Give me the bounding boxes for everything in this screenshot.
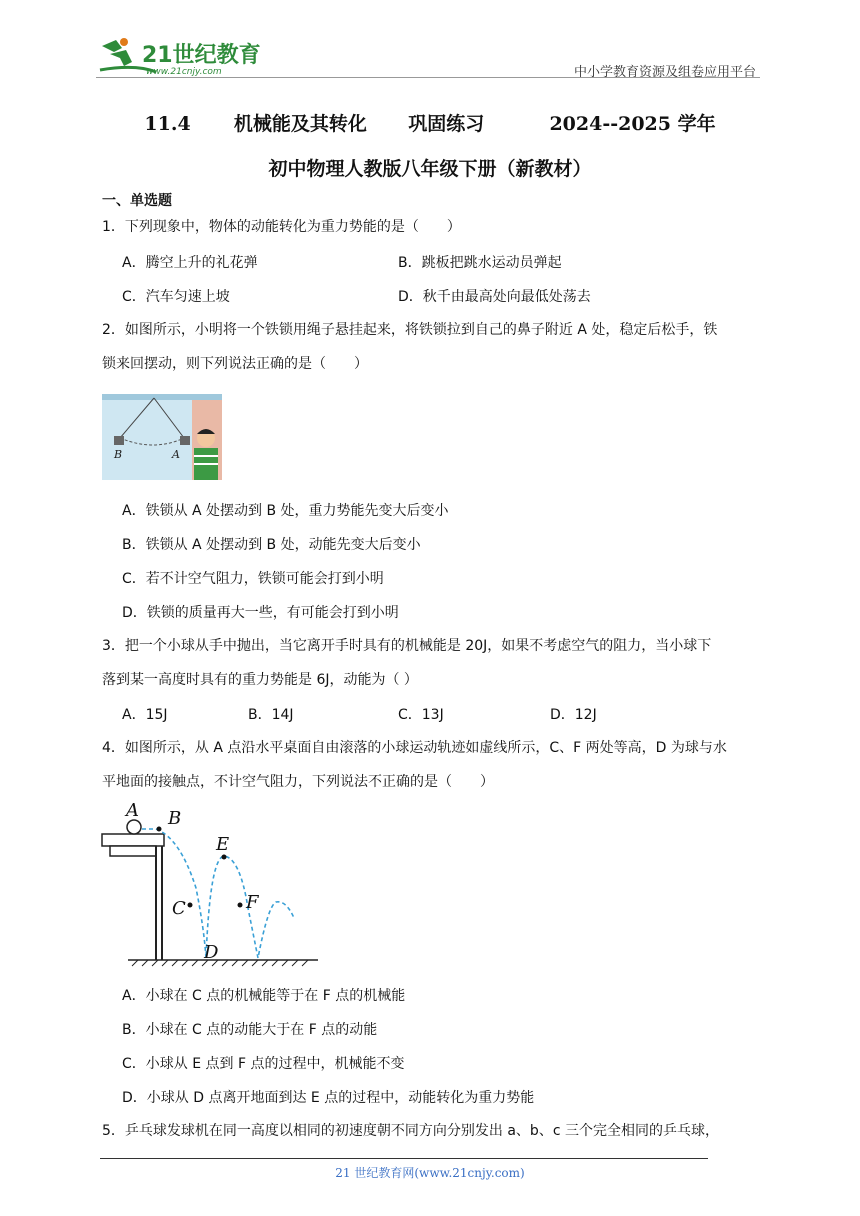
- q3-option-a: A．15J: [122, 707, 168, 723]
- q3-stem-line2: 落到某一高度时具有的重力势能是 6J，动能为（ ）: [102, 672, 418, 688]
- q1-option-a: A．腾空上升的礼花弹: [122, 255, 258, 271]
- page-title: [0, 109, 860, 136]
- q1-option-b: B．跳板把跳水运动员弹起: [398, 255, 562, 271]
- footer-text: 21 世纪教育网(www.21cnjy.com): [335, 1166, 525, 1180]
- logo-text: 21世纪教育: [142, 43, 261, 68]
- q4-stem-line1: 4．如图所示，从 A 点沿水平桌面自由滚落的小球运动轨迹如虚线所示，C、F 两处等高，D 为球与水: [102, 740, 727, 756]
- q2-pendulum-figure: [102, 394, 222, 480]
- title-part-2: 机械能及其转化: [233, 113, 367, 135]
- header-divider: [96, 77, 760, 78]
- q4-stem-line2: 平地面的接触点，不计空气阻力，下列说法不正确的是（ ）: [102, 774, 494, 790]
- q4-option-a: A．小球在 C 点的机械能等于在 F 点的机械能: [122, 988, 406, 1004]
- fig-point-b: B: [168, 808, 182, 829]
- fig-point-f: F: [246, 892, 259, 913]
- fig-point-a: A: [126, 800, 139, 821]
- q2-option-c: C．若不计空气阻力，铁锁可能会打到小明: [122, 571, 384, 587]
- q2-stem-line1: 2．如图所示，小明将一个铁锁用绳子悬挂起来，将铁锁拉到自己的鼻子附近 A 处，稳定后松手，铁: [102, 322, 718, 338]
- footer-divider: [100, 1158, 708, 1159]
- q3-option-c: C．13J: [398, 707, 444, 723]
- q4-option-c: C．小球从 E 点到 F 点的过程中，机械能不变: [122, 1056, 405, 1072]
- q4-trajectory-figure: [100, 798, 320, 972]
- q1-option-d: D．秋千由最高处向最低处荡去: [398, 289, 591, 305]
- page-subtitle: 初中物理人教版八年级下册（新教材）: [268, 158, 592, 180]
- q3-stem-line1: 3．把一个小球从手中抛出，当它离开手时具有的机械能是 20J，如果不考虑空气的阻力，当小球下: [102, 638, 712, 654]
- q2-option-a: A．铁锁从 A 处摆动到 B 处，重力势能先变大后变小: [122, 503, 449, 519]
- q2-option-b: B．铁锁从 A 处摆动到 B 处，动能先变大后变小: [122, 537, 421, 553]
- section-heading: 一、单选题: [102, 193, 172, 209]
- fig-point-d: D: [204, 942, 219, 963]
- q1-option-c: C．汽车匀速上坡: [122, 289, 230, 305]
- logo-url: www.21cnjy.com: [146, 67, 222, 77]
- q4-option-b: B．小球在 C 点的动能大于在 F 点的动能: [122, 1022, 378, 1038]
- q5-stem-line1: 5．乒乓球发球机在同一高度以相同的初速度朝不同方向分别发出 a、b、c 三个完全相同的乒乓球，: [102, 1123, 719, 1139]
- fig-point-c: C: [172, 898, 186, 919]
- q4-option-d: D．小球从 D 点离开地面到达 E 点的过程中，动能转化为重力势能: [122, 1090, 535, 1106]
- q2-option-d: D．铁锁的质量再大一些，有可能会打到小明: [122, 605, 399, 621]
- title-part-1: 11.4: [144, 113, 191, 135]
- q3-option-d: D．12J: [550, 707, 597, 723]
- q3-option-b: B．14J: [248, 707, 294, 723]
- title-part-3: 巩固练习: [408, 113, 485, 135]
- fig-label-a: A: [172, 448, 180, 461]
- fig-point-e: E: [216, 834, 230, 855]
- title-part-4: 2024--2025 学年: [549, 113, 716, 135]
- q2-stem-line2: 锁来回摆动，则下列说法正确的是（ ）: [102, 356, 368, 372]
- platform-name: 中小学教育资源及组卷应用平台: [573, 65, 756, 80]
- q1-stem: 1．下列现象中，物体的动能转化为重力势能的是（ ）: [102, 219, 461, 235]
- site-logo: [96, 36, 266, 80]
- fig-label-b: B: [114, 448, 123, 461]
